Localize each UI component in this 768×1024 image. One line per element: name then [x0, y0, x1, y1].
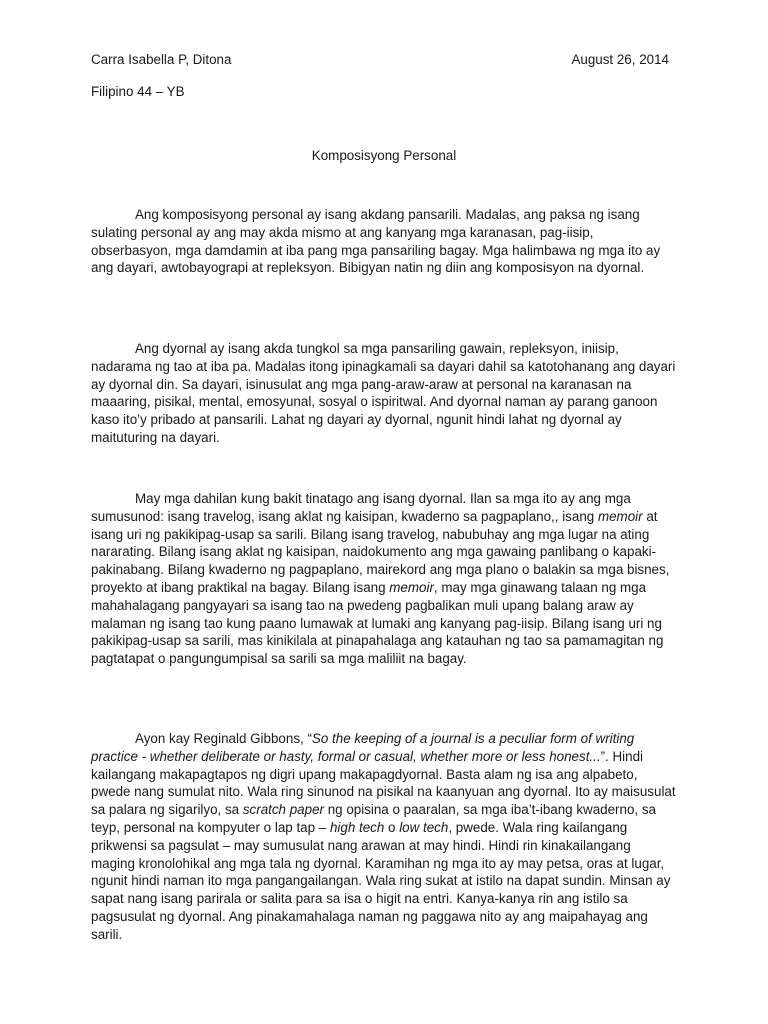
paragraph-4	[91, 730, 677, 944]
paragraph-3	[91, 490, 677, 668]
paragraph-4-quote: So the keeping of a journal is a peculiar form of writing practice - whether deliberate or hasty, formal or casual, whether more or less honest...	[91, 731, 635, 764]
paragraph-3-italic-term: memoir	[597, 508, 643, 524]
paragraph-4-text-e: , pwede. Wala ring kailangang prikwensi sa pagsulat – may sumusulat nang arawan at may hindi. Hindi rin kinakailangang maging kronolohikal ang mga tala ng dyornal. Karamihan ng mga ito ay may petsa, oras at lugar, ngunit hindi naman ito mga pangangailangan. Wala ring sukat at istilo na dapat sundin. Minsan ay sapat nang isang parirala or salita para sa isa o higit na entri. Kanya-kanya rin ang istilo sa pagsusulat ng dyornal. Ang pinakamahalaga naman ng paggawa nito ay ang maipahayag ang sarili.	[91, 819, 671, 942]
paragraph-4-text-b: ”. Hindi kailangang makapagtapos ng digri upang makapagdyornal. Basta alam ng isa ang alpabeto, pwede nang sumulat nito. Wala ring sinunod na pisikal na kaanyuan ang dyornal. Ito ay maisusulat sa palara ng sigarilyo, sa	[91, 748, 676, 818]
paragraph-1-text: Ang komposisyong personal ay isang akdang pansarili. Madalas, ang paksa ng isang sulating personal ay ang may akda mismo at ang kanyang mga karanasan, pag-iisip, obserbasyon, mga damdamin at iba pang mga pansariling bagay. Mga halimbawa ng mga ito ay ang dayari, awtobayograpi at repleksyon. Bibigyan natin ng diin ang komposisyon na dyornal.	[91, 207, 661, 276]
author-name: Carra Isabella P, Ditona	[91, 52, 232, 67]
paragraph-4-italic-term: high tech	[329, 819, 385, 835]
course-section: Filipino 44 – YB	[91, 84, 185, 99]
paragraph-1	[91, 206, 677, 277]
paragraph-3-text-c: , may mga ginawang talaan ng mga mahahalagang pangyayari sa isang tao na pwedeng pagbalikan muli upang balang araw ay malaman ng isang tao kung paano lumawak at lumaki ang kanyang pag-iisip. Bilang isang uri ng pakikipag-usap sa sarili, mas kinikilala at pinapahalaga ang katauhan ng tao sa pamamagitan ng pagtatapat o pangungumpisal sa sarili sa mga maliliit na bagay.	[91, 579, 664, 667]
paragraph-3-text-a: May mga dahilan kung bakit tinatago ang isang dyornal. Ilan sa mga ito ay ang mga sumusunod: isang travelog, isang aklat ng kaisipan, kwaderno sa pagpaplano,, isang	[91, 491, 631, 524]
document-date: August 26, 2014	[571, 52, 669, 67]
paragraph-4-text-a: Ayon kay Reginald Gibbons, “	[135, 731, 312, 746]
paragraph-4-italic-term: scratch paper	[242, 802, 324, 818]
document-title: Komposisyong Personal	[311, 148, 457, 163]
paragraph-2	[91, 340, 677, 447]
paragraph-4-italic-term: low tech	[399, 819, 449, 835]
paragraph-2-text: Ang dyornal ay isang akda tungkol sa mga pansariling gawain, repleksyon, iniisip, nadarama ng tao at iba pa. Madalas itong ipinagkamali sa dayari dahil sa katotohanang ang dayari ay dyornal din. Sa dayari, isinusulat ang mga pang-araw-araw at personal na karanasan na maaaring, pisikal, mental, emosyunal, sosyal o ispiritwal. And dyornal naman ay parang ganoon kaso ito’y pribado at pansarili. Lahat ng dayari ay dyornal, ngunit hindi lahat ng dyornal ay maituturing na dayari.	[91, 341, 676, 445]
paragraph-3-italic-term: memoir	[389, 579, 434, 595]
paragraph-4-text-d: o	[384, 819, 400, 835]
paragraph-4-text-c: ng opisina o paaralan, sa mga iba’t-ibang kwaderno, sa teyp, personal na kompyuter o lap tap –	[91, 802, 656, 835]
paragraph-3-text-b: at isang uri ng pakikipag-usap sa sarili. Bilang isang travelog, nabubuhay ang mga lugar na ating nararating. Bilang isang aklat ng kaisipan, naidokumento ang mga gawaing panlibang o kapaki-pakinabang. Bilang kwaderno ng pagpaplano, mairekord ang mga plano o balakin sa mga bisnes, proyekto at ibang praktikal na bagay. Bilang isang	[91, 508, 670, 595]
